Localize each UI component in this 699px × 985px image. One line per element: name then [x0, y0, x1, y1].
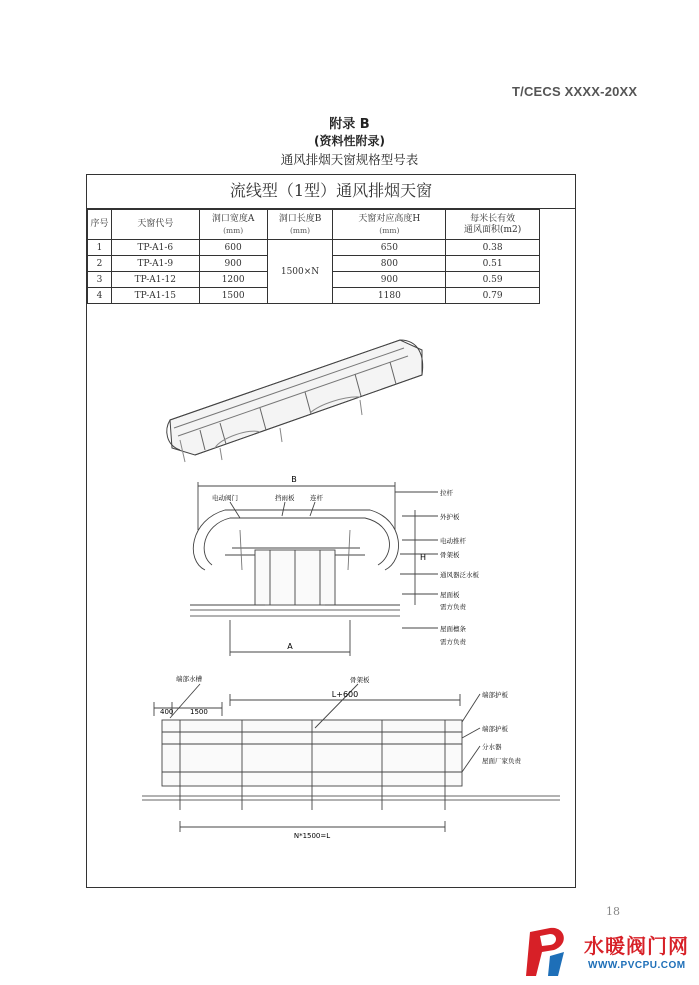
table-row: 3 TP-A1-12 1200 900 0.59 — [88, 272, 540, 288]
skylight-isometric-illustration — [160, 320, 430, 465]
header-length: 洞口长度B (mm) — [267, 210, 333, 240]
label-frame: 骨架板 — [350, 676, 370, 684]
table-row: 2 TP-A1-9 900 800 0.51 — [88, 256, 540, 272]
label-right: 屋面厂家负责 — [482, 757, 521, 765]
dim-a-label: A — [287, 642, 293, 651]
table-title: 通风排烟天窗规格型号表 — [280, 152, 419, 167]
label-right: 分水器 — [482, 743, 502, 751]
logo-url: WWW.PVCPU.COM — [588, 960, 686, 971]
label-right: 屋面板 — [440, 591, 460, 599]
label-right: 电动推杆 — [440, 537, 466, 545]
table-row: 1 TP-A1-6 600 1500×N 650 0.38 — [88, 240, 540, 256]
label-right: 需方负责 — [440, 638, 466, 646]
dim-400: 400 — [160, 708, 174, 716]
table-row: 4 TP-A1-15 1500 1180 0.79 — [88, 288, 540, 304]
page-number: 18 — [606, 905, 620, 918]
label-right: 外护板 — [440, 513, 460, 521]
label-right: 端部护板 — [482, 691, 508, 699]
label-gutter: 端部水槽 — [176, 675, 202, 683]
label-right: 端部护板 — [482, 725, 508, 733]
label-right: 通风器泛水板 — [440, 571, 479, 579]
header-width: 洞口宽度A (mm) — [199, 210, 267, 240]
spec-table-caption: 流线型（1型）通风排烟天窗 — [86, 174, 576, 209]
label-right: 需方负责 — [440, 603, 466, 611]
dim-b-label: B — [291, 475, 297, 484]
spec-caption-wrap — [86, 174, 576, 209]
spec-header-row — [88, 210, 540, 240]
merged-length-cell: 1500×N — [267, 240, 333, 304]
label-right: 拉杆 — [440, 489, 453, 497]
skylight-elevation-drawing — [140, 672, 560, 840]
dim-total: L+600 — [331, 690, 359, 699]
label-right: 屋面檩条 — [440, 625, 466, 633]
logo-text-cn: 水暖阀门网 — [584, 934, 689, 958]
dim-h-label: H — [420, 553, 427, 562]
standard-code: T/CECS XXXX-20XX — [512, 84, 638, 99]
label-baffle: 挡雨板 — [275, 494, 295, 502]
dim-1500: 1500 — [190, 708, 208, 716]
spec-table — [87, 209, 540, 304]
skylight-cross-section-drawing — [170, 470, 490, 660]
label-valve: 电动阀门 — [212, 494, 238, 502]
header-area: 每米长有效 通风面积(m2) — [446, 210, 540, 240]
header-code: 天窗代号 — [111, 210, 199, 240]
dim-bottom: N*1500=L — [293, 832, 331, 840]
label-right: 骨架板 — [440, 551, 460, 559]
label-rod: 连杆 — [310, 494, 323, 502]
header-no: 序号 — [88, 210, 112, 240]
appendix-nature: (资料性附录) — [314, 134, 385, 148]
appendix-title: 附录 B — [329, 117, 370, 132]
header-height: 天窗对应高度H (mm) — [333, 210, 446, 240]
